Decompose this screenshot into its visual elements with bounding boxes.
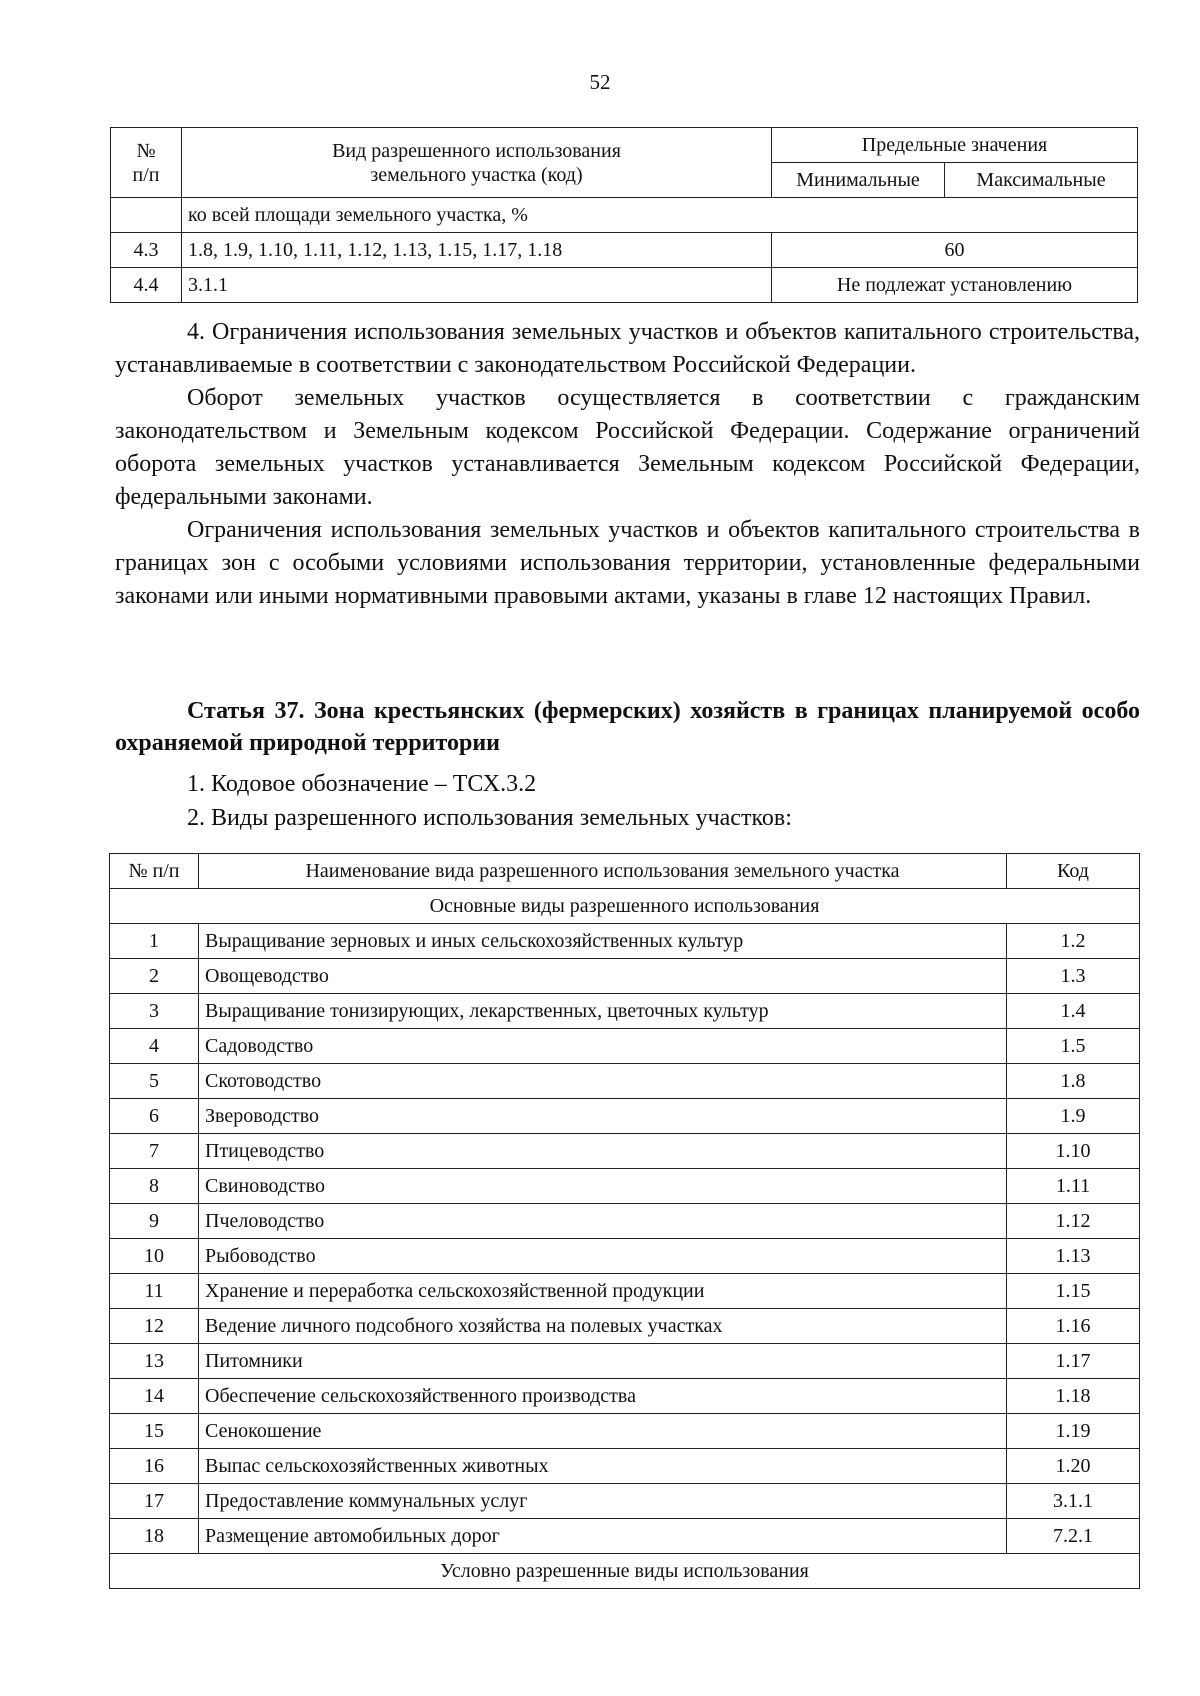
table-cell-num: 14 [110, 1379, 199, 1414]
table-row [110, 1204, 1140, 1239]
table-cell-code: 1.16 [1007, 1309, 1140, 1344]
table-cell-num: 15 [110, 1414, 199, 1449]
table-cell-name: Скотоводство [199, 1064, 1007, 1099]
table-cell-num: 4 [110, 1029, 199, 1064]
header-kind: Вид разрешенного использования земельного участка (код) [182, 128, 772, 198]
table-cell-name: Ведение личного подсобного хозяйства на полевых участках [199, 1309, 1007, 1344]
table-cell: 3.1.1 [182, 268, 772, 303]
table-cell-name: Свиноводство [199, 1169, 1007, 1204]
table-cell-num: 8 [110, 1169, 199, 1204]
table-row [110, 1029, 1140, 1064]
table-cell-num: 5 [110, 1064, 199, 1099]
table-row [111, 198, 1138, 233]
table-cell-code: 1.2 [1007, 924, 1140, 959]
table-cell-code: 1.20 [1007, 1449, 1140, 1484]
permitted-uses-table [109, 853, 1140, 1589]
table-cell-code: 1.11 [1007, 1169, 1140, 1204]
table-cell-code: 1.17 [1007, 1344, 1140, 1379]
table-cell-code: 3.1.1 [1007, 1484, 1140, 1519]
table-cell-name: Хранение и переработка сельскохозяйственной продукции [199, 1274, 1007, 1309]
table-header-row [110, 854, 1140, 889]
section-row [110, 889, 1140, 924]
table-row [110, 1484, 1140, 1519]
table-cell-code: 1.9 [1007, 1099, 1140, 1134]
table-cell-code: 1.15 [1007, 1274, 1140, 1309]
table-cell-code: 1.4 [1007, 994, 1140, 1029]
table-cell-num: 12 [110, 1309, 199, 1344]
table-cell: 4.3 [111, 233, 182, 268]
table-cell-num: 18 [110, 1519, 199, 1554]
table-header-row [111, 128, 1138, 163]
table-cell-name: Птицеводство [199, 1134, 1007, 1169]
table-row [111, 268, 1138, 303]
table-row [110, 1449, 1140, 1484]
table-cell-name: Овощеводство [199, 959, 1007, 994]
table-row [110, 1379, 1140, 1414]
table-body [110, 924, 1140, 1554]
table-row [110, 1344, 1140, 1379]
table-cell-num: 6 [110, 1099, 199, 1134]
list-item: 1. Кодовое обозначение – ТСХ.3.2 [187, 771, 537, 797]
table-row [110, 994, 1140, 1029]
table-cell-num: 9 [110, 1204, 199, 1239]
table-cell-name: Предоставление коммунальных услуг [199, 1484, 1007, 1519]
table-cell-code: 1.5 [1007, 1029, 1140, 1064]
header-num: № п/п [110, 854, 199, 889]
table-cell: 60 [772, 233, 1138, 268]
limits-table [110, 127, 1138, 303]
table-cell-name: Выпас сельскохозяйственных животных [199, 1449, 1007, 1484]
table-cell-num: 17 [110, 1484, 199, 1519]
table-row [110, 1274, 1140, 1309]
section-title: Основные виды разрешенного использования [110, 889, 1140, 924]
table-cell-name: Выращивание тонизирующих, лекарственных, цветочных культур [199, 994, 1007, 1029]
table-cell-code: 1.19 [1007, 1414, 1140, 1449]
table-row [110, 1309, 1140, 1344]
table-cell: Не подлежат установлению [772, 268, 1138, 303]
table-cell-name: Пчеловодство [199, 1204, 1007, 1239]
table-cell-code: 1.8 [1007, 1064, 1140, 1099]
table-cell-num: 13 [110, 1344, 199, 1379]
header-max: Максимальные [945, 163, 1138, 198]
table-cell-code: 1.13 [1007, 1239, 1140, 1274]
table-cell-name: Сенокошение [199, 1414, 1007, 1449]
section-title: Условно разрешенные виды использования [110, 1554, 1140, 1589]
table-cell-code: 1.18 [1007, 1379, 1140, 1414]
header-code: Код [1007, 854, 1140, 889]
table-cell-name: Размещение автомобильных дорог [199, 1519, 1007, 1554]
table-cell: 1.8, 1.9, 1.10, 1.11, 1.12, 1.13, 1.15, 1.17, 1.18 [182, 233, 772, 268]
article-title: Статья 37. Зона крестьянских (фермерских) хозяйств в границах планируемой особо охраняемой природной территории [115, 698, 1140, 756]
table-cell-num: 2 [110, 959, 199, 994]
paragraph: Ограничения использования земельных участков и объектов капитального строительства в границах зон с особыми условиями использования территории, установленные федеральными законами или иными нормативными правовыми актами, указаны в главе 12 настоящих Правил. [115, 517, 1140, 609]
table-row [110, 1169, 1140, 1204]
header-name: Наименование вида разрешенного использования земельного участка [199, 854, 1007, 889]
table-cell: ко всей площади земельного участка, % [182, 198, 1138, 233]
paragraph: Оборот земельных участков осуществляется в соответствии с гражданским законодательством и Земельным кодексом Российской Федерации. Содержание ограничений оборота земельных участков устанавливается Земельным кодексом Российской Федерации, федеральными законами. [115, 385, 1140, 510]
table-cell-num: 16 [110, 1449, 199, 1484]
table-row [110, 924, 1140, 959]
table-cell-code: 7.2.1 [1007, 1519, 1140, 1554]
table-cell-code: 1.12 [1007, 1204, 1140, 1239]
table-cell-num: 1 [110, 924, 199, 959]
table-cell: 4.4 [111, 268, 182, 303]
table-cell-num: 10 [110, 1239, 199, 1274]
table-row [110, 1099, 1140, 1134]
table-row [110, 1064, 1140, 1099]
table-cell-name: Питомники [199, 1344, 1007, 1379]
table-cell-num: 3 [110, 994, 199, 1029]
header-min: Минимальные [772, 163, 945, 198]
table-cell-name: Обеспечение сельскохозяйственного производства [199, 1379, 1007, 1414]
table-row [110, 1134, 1140, 1169]
table-row [111, 233, 1138, 268]
table-row [110, 1239, 1140, 1274]
table-row [110, 959, 1140, 994]
table-cell-num: 7 [110, 1134, 199, 1169]
table-cell-code: 1.10 [1007, 1134, 1140, 1169]
table-cell-name: Рыбоводство [199, 1239, 1007, 1274]
table-cell-num: 11 [110, 1274, 199, 1309]
table-cell-name: Звероводство [199, 1099, 1007, 1134]
table-row [110, 1519, 1140, 1554]
table-cell-name: Садоводство [199, 1029, 1007, 1064]
table-row [110, 1414, 1140, 1449]
table-cell-code: 1.3 [1007, 959, 1140, 994]
page-number: 52 [589, 70, 611, 94]
header-num: № п/п [111, 128, 182, 198]
header-limits: Предельные значения [772, 128, 1138, 163]
paragraph: 4. Ограничения использования земельных участков и объектов капитального строительства, устанавливаемые в соответствии с законодательством Российской Федерации. [115, 319, 1140, 378]
table-cell [111, 198, 182, 233]
section-row [110, 1554, 1140, 1589]
body-text [115, 316, 1140, 613]
list-item: 2. Виды разрешенного использования земельных участков: [187, 805, 792, 831]
table-cell-name: Выращивание зерновых и иных сельскохозяйственных культур [199, 924, 1007, 959]
